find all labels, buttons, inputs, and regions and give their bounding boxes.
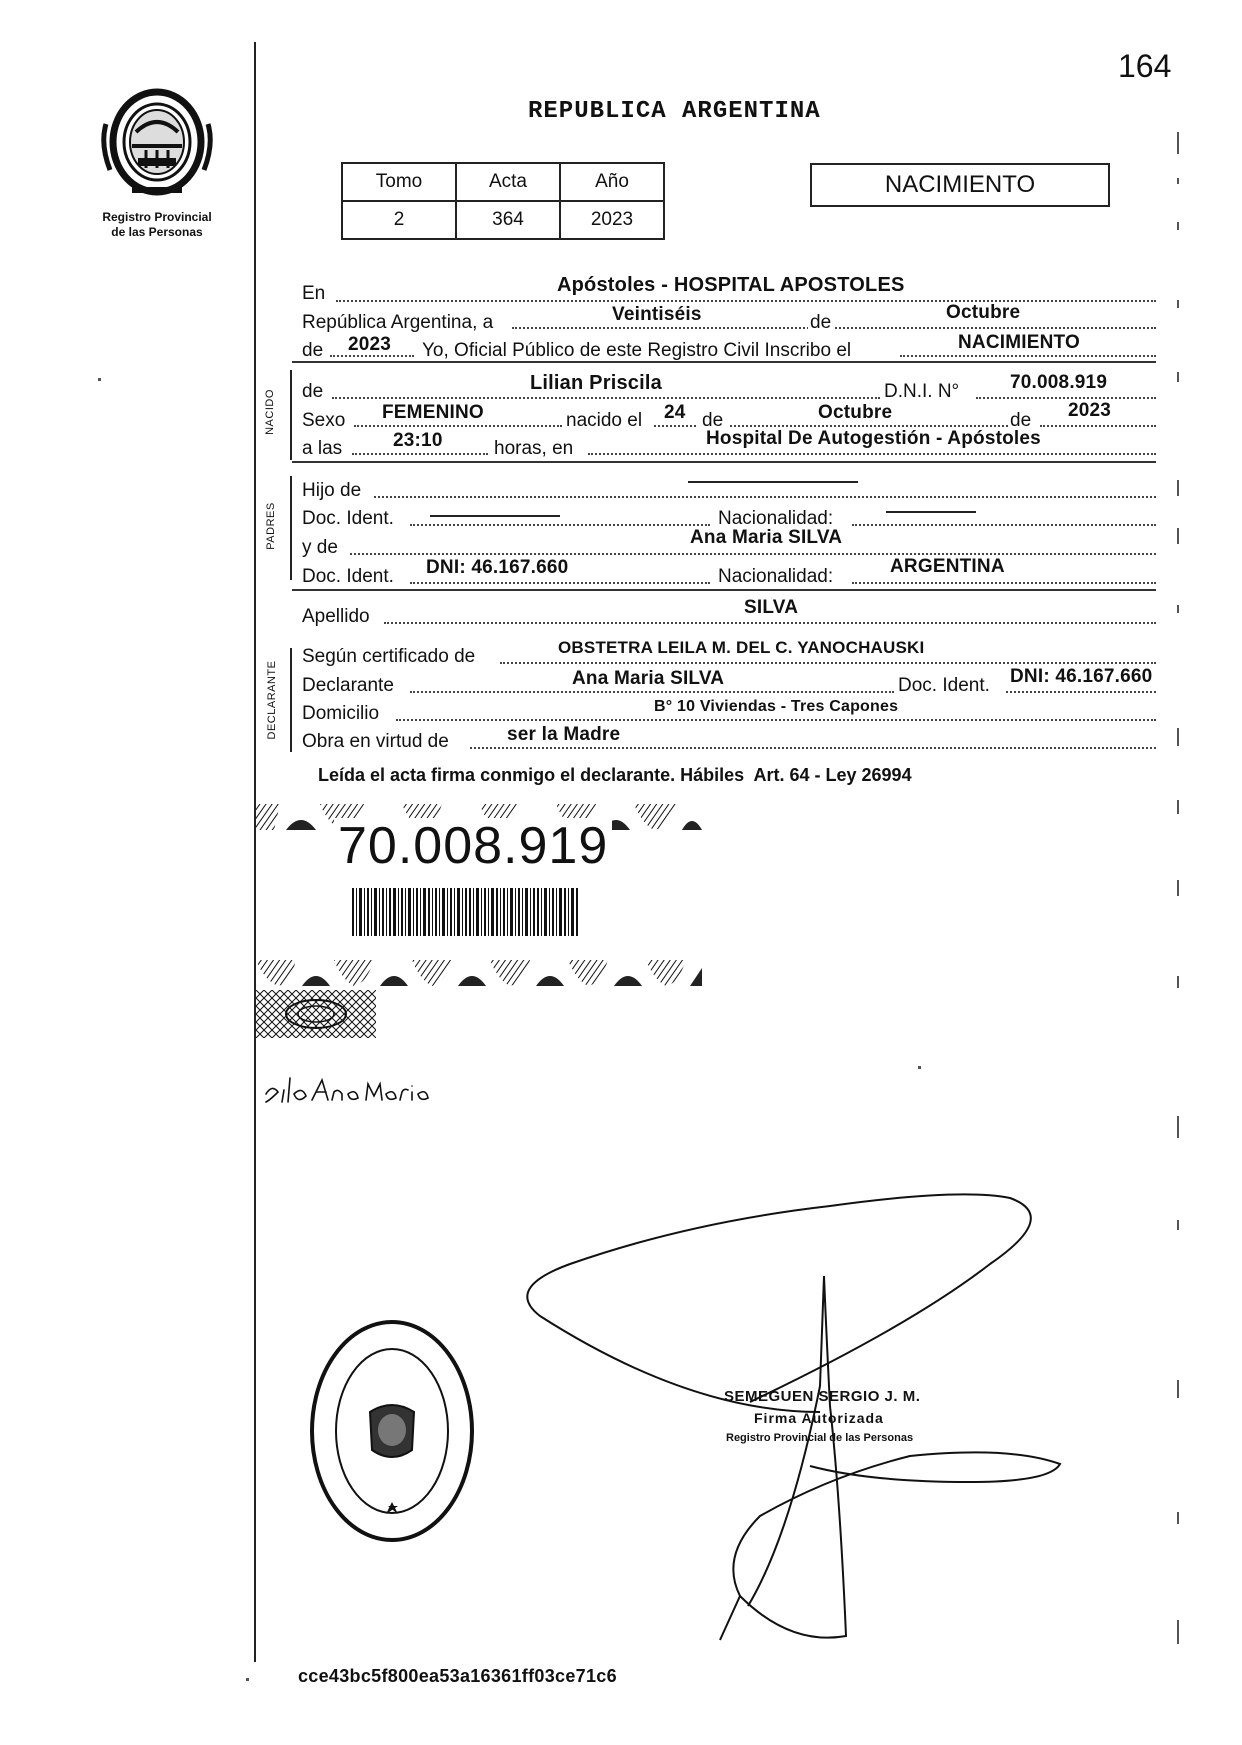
obra-label: Obra en virtud de — [302, 731, 449, 752]
de-year2-label: de — [1010, 410, 1032, 431]
time-value: 23:10 — [393, 430, 443, 451]
registro-logo — [92, 84, 222, 239]
apellido-label: Apellido — [302, 606, 370, 627]
obra-value: ser la Madre — [507, 724, 621, 745]
year-value: 2023 — [348, 334, 392, 355]
de-month-label: de — [702, 410, 724, 431]
mother-doc-value: DNI: 46.167.660 — [426, 557, 569, 578]
page-title: REPUBLICA ARGENTINA — [528, 98, 821, 125]
apellido-value: SILVA — [744, 597, 799, 618]
segun-value: OBSTETRA LEILA M. DEL C. YANOCHAUSKI — [558, 638, 925, 657]
barcode — [352, 888, 580, 936]
father-blank-line — [688, 481, 858, 483]
official-signature — [490, 1176, 1090, 1666]
table-header-anio: Año — [560, 163, 664, 201]
logo-caption-line1: Registro Provincial — [102, 210, 212, 224]
a-las-label: a las — [302, 438, 343, 459]
declarante-label: Declarante — [302, 675, 394, 696]
table-header-row — [342, 163, 664, 201]
doc-type-box — [810, 163, 1110, 207]
security-pattern-bottom — [256, 958, 702, 990]
mother-doc-label: Doc. Ident. — [302, 566, 394, 587]
inscribe-text: Yo, Oficial Público de este Registro Civil Inscribo el — [422, 340, 852, 361]
republica-label: República Argentina, a — [302, 312, 494, 333]
nacido-el-label: nacido el — [566, 410, 643, 431]
dni-label: D.N.I. N° — [884, 381, 960, 402]
domicilio-label: Domicilio — [302, 703, 380, 724]
table-header-tomo: Tomo — [342, 163, 456, 201]
hijo-de-label: Hijo de — [302, 480, 362, 501]
en-label: En — [302, 283, 326, 304]
y-de-label: y de — [302, 537, 338, 558]
section-label-declarante: DECLARANTE — [266, 660, 278, 740]
doc-type-label: NACIMIENTO — [884, 171, 1036, 198]
declarante-doc-value: DNI: 46.167.660 — [1010, 666, 1153, 687]
birth-month-value: Octubre — [818, 402, 893, 423]
declarante-doc-label: Doc. Ident. — [898, 675, 990, 696]
nacido-de-label: de — [302, 381, 324, 402]
place-value: Hospital De Autogestión - Apóstoles — [706, 428, 1041, 449]
table-header-acta: Acta — [456, 163, 560, 201]
sexo-value: FEMENINO — [382, 402, 484, 423]
segun-label: Según certificado de — [302, 646, 476, 667]
name-value: Lilian Priscila — [530, 372, 662, 394]
official-name: SEMEGUEN SERGIO J. M. — [724, 1388, 921, 1405]
horas-en-label: horas, en — [494, 438, 574, 459]
mother-nat-label: Nacionalidad: — [718, 566, 834, 587]
registry-seal — [308, 1318, 476, 1544]
mother-nat-value: ARGENTINA — [890, 556, 1005, 577]
father-doc-blank — [430, 515, 560, 517]
dni-value: 70.008.919 — [1010, 372, 1108, 393]
misiones-shield-icon — [92, 84, 222, 200]
de-label: de — [810, 312, 832, 333]
table-cell-acta: 364 — [456, 201, 560, 239]
sexo-label: Sexo — [302, 410, 346, 431]
father-nat-blank — [886, 511, 976, 513]
security-dni-number: 70.008.919 — [334, 818, 612, 874]
registry-table — [341, 162, 665, 240]
inscribe-value: NACIMIENTO — [958, 332, 1080, 353]
day-value: Veintiséis — [612, 304, 702, 325]
page-number: 164 — [1118, 48, 1172, 84]
section-label-nacido: NACIDO — [264, 389, 276, 435]
month-value: Octubre — [946, 302, 1021, 323]
seal-emblem-icon — [308, 1318, 476, 1544]
section-label-padres: PADRES — [265, 502, 277, 550]
en-value: Apóstoles - HOSPITAL APOSTOLES — [557, 274, 905, 296]
de-year-label: de — [302, 340, 324, 361]
guilloche-pattern — [256, 990, 376, 1038]
birth-day-value: 24 — [664, 402, 686, 423]
logo-caption-line2: de las Personas — [111, 225, 203, 239]
official-title: Firma Autorizada — [754, 1410, 884, 1426]
closing-text: Leída el acta firma conmigo el declarante. Hábiles Art. 64 - Ley 26994 — [318, 765, 912, 785]
footer-hash: cce43bc5f800ea53a16361ff03ce71c6 — [298, 1666, 617, 1686]
table-row — [342, 201, 664, 239]
father-nat-label: Nacionalidad: — [718, 508, 834, 529]
declarante-value: Ana Maria SILVA — [572, 668, 725, 689]
domicilio-value: B° 10 Viviendas - Tres Capones — [654, 698, 899, 715]
official-org: Registro Provincial de las Personas — [726, 1432, 914, 1444]
birth-year-value: 2023 — [1068, 400, 1112, 421]
declarant-signature — [262, 1064, 432, 1108]
father-doc-label: Doc. Ident. — [302, 508, 394, 529]
margin-line — [254, 42, 256, 1662]
table-cell-anio: 2023 — [560, 201, 664, 239]
table-cell-tomo: 2 — [342, 201, 456, 239]
mother-value: Ana Maria SILVA — [690, 527, 843, 548]
